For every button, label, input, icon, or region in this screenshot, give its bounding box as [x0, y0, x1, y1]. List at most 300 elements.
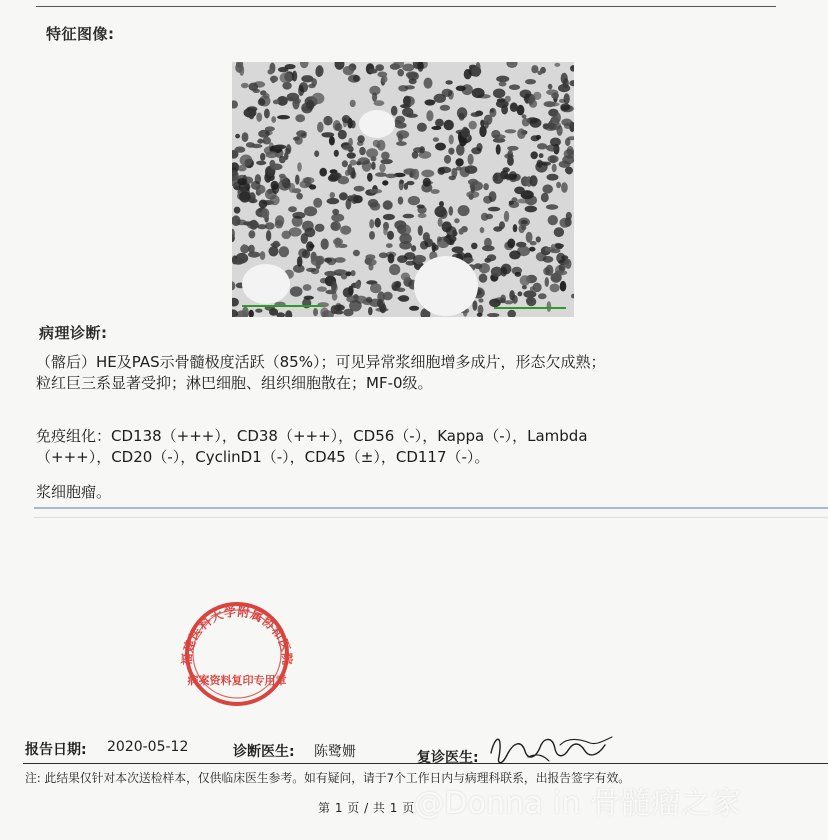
cell-nucleus: [238, 178, 247, 185]
cell-nucleus: [285, 64, 296, 69]
cell-nucleus: [546, 102, 559, 107]
diagnosis-doctor-value: 陈鹭姗: [314, 744, 356, 760]
cell-nucleus: [274, 145, 286, 150]
cell-nucleus: [426, 110, 433, 121]
cell-nucleus: [358, 157, 370, 164]
cell-nucleus: [317, 286, 327, 291]
cell-nucleus: [260, 153, 265, 161]
cell-nucleus: [233, 258, 244, 265]
cell-nucleus: [468, 179, 478, 185]
cell-nucleus: [479, 274, 488, 283]
cell-nucleus: [321, 239, 329, 250]
cell-nucleus: [517, 105, 525, 116]
cell-nucleus: [509, 250, 520, 259]
cell-nucleus: [401, 273, 410, 281]
cell-nucleus: [472, 300, 477, 310]
cell-nucleus: [531, 65, 538, 73]
page-counter: 第 1 页 / 共 1 页: [318, 801, 415, 815]
cell-nucleus: [347, 164, 352, 175]
cell-nucleus: [377, 299, 383, 308]
section-divider-soft: [34, 517, 828, 518]
disclaimer-text: 注: 此结果仅针对本次送检样本，仅供临床医生参考。如有疑问，请于7个工作日内与病理科联系，出报告签字有效。: [25, 771, 631, 785]
cell-nucleus: [250, 144, 262, 148]
cell-nucleus: [343, 66, 354, 75]
cell-nucleus: [536, 236, 541, 242]
cell-nucleus: [425, 99, 436, 105]
stamp-svg: [167, 596, 307, 712]
cell-nucleus: [248, 252, 260, 258]
report-date-label: 报告日期:: [25, 742, 87, 758]
cell-nucleus: [403, 214, 415, 219]
immunohistochemistry-line-1: 免疫组化：CD138（+++），CD38（+++），CD56（-），Kappa（-），Lambda: [36, 427, 588, 445]
cell-nucleus: [471, 243, 478, 250]
cell-nucleus: [316, 65, 324, 76]
cell-nucleus: [557, 125, 563, 136]
cell-nucleus: [547, 174, 559, 181]
cell-nucleus: [329, 136, 335, 145]
cell-nucleus: [334, 150, 339, 157]
cell-nucleus: [270, 243, 280, 247]
cell-nucleus: [520, 90, 532, 99]
micrograph-svg: [232, 62, 574, 317]
cell-nucleus: [398, 224, 411, 236]
cell-nucleus: [271, 181, 279, 190]
cell-nucleus: [301, 133, 307, 139]
cell-nucleus: [309, 244, 315, 248]
cell-nucleus: [275, 215, 284, 226]
cell-nucleus: [503, 167, 510, 172]
finding-line-1: （髂后）HE及PAS示骨髓极度活跃（85%）；可见异常浆细胞增多成片，形态欠成熟；: [36, 353, 606, 371]
cell-nucleus: [546, 204, 558, 209]
cell-nucleus: [545, 277, 549, 287]
cell-nucleus: [531, 151, 538, 159]
cell-nucleus: [338, 130, 347, 140]
cell-nucleus: [556, 182, 561, 188]
cell-nucleus: [397, 288, 406, 292]
cell-nucleus: [383, 226, 388, 235]
cell-nucleus: [290, 286, 303, 296]
cell-nucleus: [493, 173, 504, 184]
pathology-diagnosis-label: 病理诊断:: [39, 324, 108, 342]
finding-line-2: 粒红巨三系显著受抑；淋巴细胞、组织细胞散在；MF-0级。: [36, 374, 433, 392]
cell-nucleus: [554, 63, 560, 67]
cell-nucleus: [419, 146, 425, 153]
cell-nucleus: [550, 138, 561, 147]
cell-nucleus: [304, 296, 314, 300]
cell-nucleus: [302, 250, 310, 259]
cell-nucleus: [406, 114, 418, 118]
cell-nucleus: [548, 84, 553, 90]
cell-nucleus: [530, 286, 535, 291]
cell-nucleus: [458, 205, 470, 216]
cell-nucleus: [484, 258, 491, 263]
cell-nucleus: [542, 184, 553, 193]
cell-nucleus: [405, 85, 415, 89]
cell-nucleus: [456, 86, 466, 92]
cell-nucleus: [496, 144, 501, 154]
cell-nucleus: [424, 78, 433, 89]
cell-nucleus: [256, 161, 266, 166]
cell-nucleus: [525, 206, 537, 213]
cell-nucleus: [398, 197, 404, 205]
cell-nucleus: [560, 103, 570, 110]
scale-bar-left: [242, 305, 322, 307]
cell-nucleus: [409, 306, 419, 311]
cell-nucleus: [255, 309, 262, 313]
cell-nucleus: [345, 271, 351, 276]
cell-nucleus: [342, 160, 348, 167]
cell-nucleus: [385, 174, 396, 179]
cell-nucleus: [330, 192, 335, 198]
cell-nucleus: [383, 214, 395, 220]
cell-nucleus: [561, 119, 572, 126]
cell-nucleus: [321, 132, 334, 137]
final-diagnosis: 浆细胞瘤。: [36, 483, 112, 501]
cell-nucleus: [382, 180, 388, 185]
cell-nucleus: [476, 143, 482, 151]
cell-nucleus: [521, 225, 526, 230]
cell-nucleus: [499, 82, 507, 87]
cell-nucleus: [418, 225, 423, 236]
cell-nucleus: [403, 96, 411, 107]
cell-nucleus: [538, 293, 547, 299]
cell-nucleus: [288, 206, 297, 212]
cell-nucleus: [397, 69, 404, 76]
cell-nucleus: [380, 159, 392, 164]
cell-nucleus: [386, 243, 393, 248]
cell-nucleus: [423, 232, 430, 242]
cell-nucleus: [316, 256, 325, 265]
cell-nucleus: [459, 228, 464, 234]
cell-nucleus: [239, 191, 251, 202]
cell-nucleus: [442, 89, 453, 97]
cell-nucleus: [304, 177, 311, 183]
cell-nucleus: [379, 252, 388, 258]
cell-nucleus: [555, 270, 568, 276]
cell-nucleus: [454, 218, 459, 223]
cell-nucleus: [324, 271, 336, 276]
cell-nucleus: [295, 175, 300, 185]
cell-nucleus: [417, 206, 426, 214]
cell-nucleus: [423, 178, 431, 187]
cell-nucleus: [533, 92, 541, 100]
cell-nucleus: [323, 116, 332, 126]
cell-nucleus: [526, 297, 536, 306]
cell-nucleus: [371, 156, 377, 161]
cell-nucleus: [544, 123, 557, 131]
cell-nucleus: [309, 184, 316, 189]
cell-nucleus: [249, 83, 259, 91]
cell-nucleus: [452, 246, 464, 253]
cell-nucleus: [504, 174, 517, 179]
cell-nucleus: [311, 78, 317, 86]
cell-nucleus: [235, 134, 240, 139]
cell-nucleus: [302, 221, 314, 232]
feature-image-label: 特征图像:: [46, 25, 115, 43]
stamp-top-text: 福建医科大学附属协和医院: [179, 604, 295, 666]
cell-nucleus: [255, 174, 261, 184]
cell-nucleus: [530, 241, 537, 245]
cell-nucleus: [433, 137, 439, 142]
cell-nucleus: [539, 153, 544, 158]
cell-nucleus: [528, 98, 533, 105]
cell-nucleus: [421, 170, 434, 178]
cell-nucleus: [555, 244, 563, 250]
cell-nucleus: [509, 84, 520, 90]
cell-nucleus: [396, 130, 409, 139]
cell-nucleus: [258, 130, 270, 138]
cell-nucleus: [438, 167, 446, 175]
cell-nucleus: [496, 76, 509, 83]
cell-nucleus: [263, 93, 269, 99]
cell-nucleus: [564, 93, 570, 104]
cell-nucleus: [431, 189, 440, 194]
watermark-text: @Donna in 骨髓瘤之家: [414, 786, 742, 821]
cell-nucleus: [279, 174, 286, 179]
cell-nucleus: [357, 135, 364, 143]
cell-nucleus: [484, 115, 493, 125]
cell-nucleus: [259, 200, 268, 209]
cell-nucleus: [370, 283, 381, 293]
cell-nucleus: [278, 180, 291, 191]
cell-nucleus: [369, 231, 375, 240]
cell-nucleus: [365, 258, 370, 264]
cell-nucleus: [267, 69, 273, 74]
cell-nucleus: [375, 172, 387, 177]
cell-nucleus: [368, 307, 373, 315]
cell-nucleus: [471, 112, 481, 117]
cell-nucleus: [515, 272, 522, 277]
cell-nucleus: [387, 231, 394, 240]
cell-nucleus: [338, 176, 350, 184]
cell-nucleus: [391, 106, 398, 116]
cell-nucleus: [369, 69, 378, 74]
cell-nucleus: [381, 152, 390, 160]
cell-nucleus: [444, 155, 451, 164]
cell-nucleus: [529, 175, 537, 186]
cell-nucleus: [339, 192, 348, 200]
cell-nucleus: [347, 152, 356, 158]
cell-nucleus: [348, 75, 361, 83]
cell-nucleus: [521, 220, 528, 224]
cell-nucleus: [408, 196, 420, 205]
cell-nucleus: [500, 295, 506, 304]
cell-nucleus: [346, 199, 352, 210]
cell-nucleus: [264, 109, 270, 119]
cell-nucleus: [298, 85, 304, 96]
cell-nucleus: [545, 265, 553, 276]
cell-nucleus: [331, 305, 338, 314]
cell-nucleus: [491, 130, 500, 139]
cell-nucleus: [479, 126, 486, 137]
cell-nucleus: [340, 226, 351, 235]
cell-nucleus: [565, 259, 571, 269]
microscope-image: [232, 62, 574, 317]
cell-nucleus: [409, 78, 417, 84]
cell-nucleus: [554, 227, 564, 237]
cell-nucleus: [350, 100, 356, 107]
cell-nucleus: [437, 237, 450, 248]
cell-nucleus: [472, 88, 485, 98]
cell-nucleus: [256, 113, 262, 122]
cell-nucleus: [509, 201, 514, 206]
cell-nucleus: [431, 126, 441, 130]
cell-nucleus: [455, 158, 463, 166]
cell-nucleus: [377, 140, 385, 151]
cell-nucleus: [303, 284, 312, 291]
cell-nucleus: [477, 313, 483, 317]
cell-nucleus: [561, 182, 568, 193]
cell-nucleus: [457, 107, 467, 119]
cell-nucleus: [565, 167, 573, 174]
cell-nucleus: [417, 123, 427, 132]
cell-nucleus: [266, 151, 278, 158]
cell-nucleus: [517, 128, 525, 139]
cell-nucleus: [432, 242, 436, 252]
cell-nucleus: [266, 230, 271, 241]
cell-nucleus: [297, 162, 302, 171]
cell-nucleus: [370, 202, 381, 211]
cell-nucleus: [295, 114, 305, 122]
cell-nucleus: [375, 218, 381, 228]
cell-nucleus: [435, 143, 446, 151]
cell-nucleus: [247, 221, 259, 229]
cell-nucleus: [536, 135, 542, 140]
cell-nucleus: [293, 98, 301, 104]
cell-nucleus: [240, 155, 253, 167]
cell-nucleus: [505, 129, 517, 133]
scale-bar-right: [494, 307, 566, 309]
cell-nucleus: [550, 249, 560, 254]
cell-nucleus: [342, 115, 351, 123]
cell-nucleus: [269, 246, 279, 256]
cell-nucleus: [504, 211, 509, 222]
cell-nucleus: [442, 221, 452, 232]
cell-nucleus: [369, 219, 374, 228]
micrograph-clear-space: [414, 256, 478, 316]
cell-nucleus: [242, 132, 249, 142]
cell-nucleus: [359, 147, 366, 155]
cell-nucleus: [435, 119, 444, 127]
cell-nucleus: [501, 264, 512, 275]
cell-nucleus: [488, 207, 500, 212]
cell-nucleus: [354, 186, 365, 192]
cell-nucleus: [279, 246, 289, 257]
cell-nucleus: [543, 256, 554, 263]
cell-nucleus: [465, 165, 478, 174]
cell-nucleus: [236, 220, 247, 226]
cell-nucleus: [439, 201, 444, 207]
cell-nucleus: [483, 183, 489, 190]
micrograph-clear-space: [359, 110, 395, 138]
micrograph-clear-space: [242, 264, 290, 304]
cell-nucleus: [464, 69, 472, 79]
cell-nucleus: [406, 181, 414, 185]
cell-nucleus: [292, 212, 305, 219]
cell-nucleus: [411, 245, 416, 252]
cell-nucleus: [489, 299, 501, 308]
cell-nucleus: [526, 232, 533, 243]
cell-nucleus: [332, 209, 339, 215]
cell-nucleus: [270, 76, 278, 83]
section-divider: [34, 507, 828, 509]
cell-nucleus: [404, 252, 415, 260]
immunohistochemistry-line-2: （+++），CD20（-），CyclinD1（-），CD45（±），CD117（-）。: [36, 448, 490, 466]
cell-nucleus: [348, 286, 354, 296]
cell-nucleus: [505, 96, 511, 103]
cell-nucleus: [523, 290, 536, 298]
cell-nucleus: [552, 164, 557, 172]
cell-nucleus: [242, 244, 247, 254]
stamp-bottom-text: 病案资料复印专用章: [187, 674, 287, 687]
cell-nucleus: [296, 193, 303, 200]
cell-nucleus: [395, 116, 405, 124]
cell-nucleus: [449, 135, 454, 145]
cell-nucleus: [406, 261, 416, 266]
cell-nucleus: [469, 121, 477, 130]
cell-nucleus: [461, 127, 469, 138]
cell-nucleus: [478, 298, 483, 302]
cell-nucleus: [367, 173, 373, 182]
cell-nucleus: [484, 238, 492, 248]
cell-nucleus: [315, 224, 325, 232]
cell-nucleus: [525, 79, 536, 84]
cell-nucleus: [449, 206, 454, 216]
cell-nucleus: [353, 250, 360, 256]
cell-nucleus: [507, 146, 519, 151]
cell-nucleus: [522, 118, 530, 127]
cell-nucleus: [518, 291, 523, 296]
cell-nucleus: [537, 71, 542, 75]
cell-nucleus: [388, 253, 395, 263]
cell-nucleus: [562, 155, 574, 164]
cell-nucleus: [481, 213, 489, 221]
cell-nucleus: [413, 169, 420, 180]
cell-nucleus: [273, 100, 279, 105]
cell-nucleus: [304, 206, 317, 216]
cell-nucleus: [249, 230, 256, 238]
cell-nucleus: [248, 109, 254, 120]
cell-nucleus: [282, 231, 292, 240]
cell-nucleus: [374, 100, 385, 106]
cell-nucleus: [371, 162, 376, 170]
cell-nucleus: [490, 109, 494, 113]
cell-nucleus: [397, 296, 408, 300]
cell-nucleus: [415, 256, 423, 265]
cell-nucleus: [277, 115, 290, 119]
cell-nucleus: [466, 191, 479, 198]
cell-nucleus: [379, 164, 386, 173]
cell-nucleus: [317, 122, 324, 133]
cell-nucleus: [468, 154, 474, 165]
cell-nucleus: [548, 215, 558, 225]
cell-nucleus: [394, 281, 401, 288]
cell-nucleus: [560, 281, 567, 292]
cell-nucleus: [241, 83, 249, 88]
cell-nucleus: [284, 152, 288, 160]
cell-nucleus: [389, 264, 400, 275]
cell-nucleus: [444, 120, 454, 131]
cell-nucleus: [235, 63, 243, 73]
cell-nucleus: [440, 105, 450, 111]
diagnosis-doctor-label: 诊断医生:: [233, 744, 295, 760]
cell-nucleus: [480, 227, 485, 233]
cell-nucleus: [335, 240, 340, 248]
cell-nucleus: [265, 222, 275, 230]
cell-nucleus: [493, 89, 505, 99]
cell-nucleus: [301, 233, 308, 244]
cell-nucleus: [369, 264, 374, 271]
